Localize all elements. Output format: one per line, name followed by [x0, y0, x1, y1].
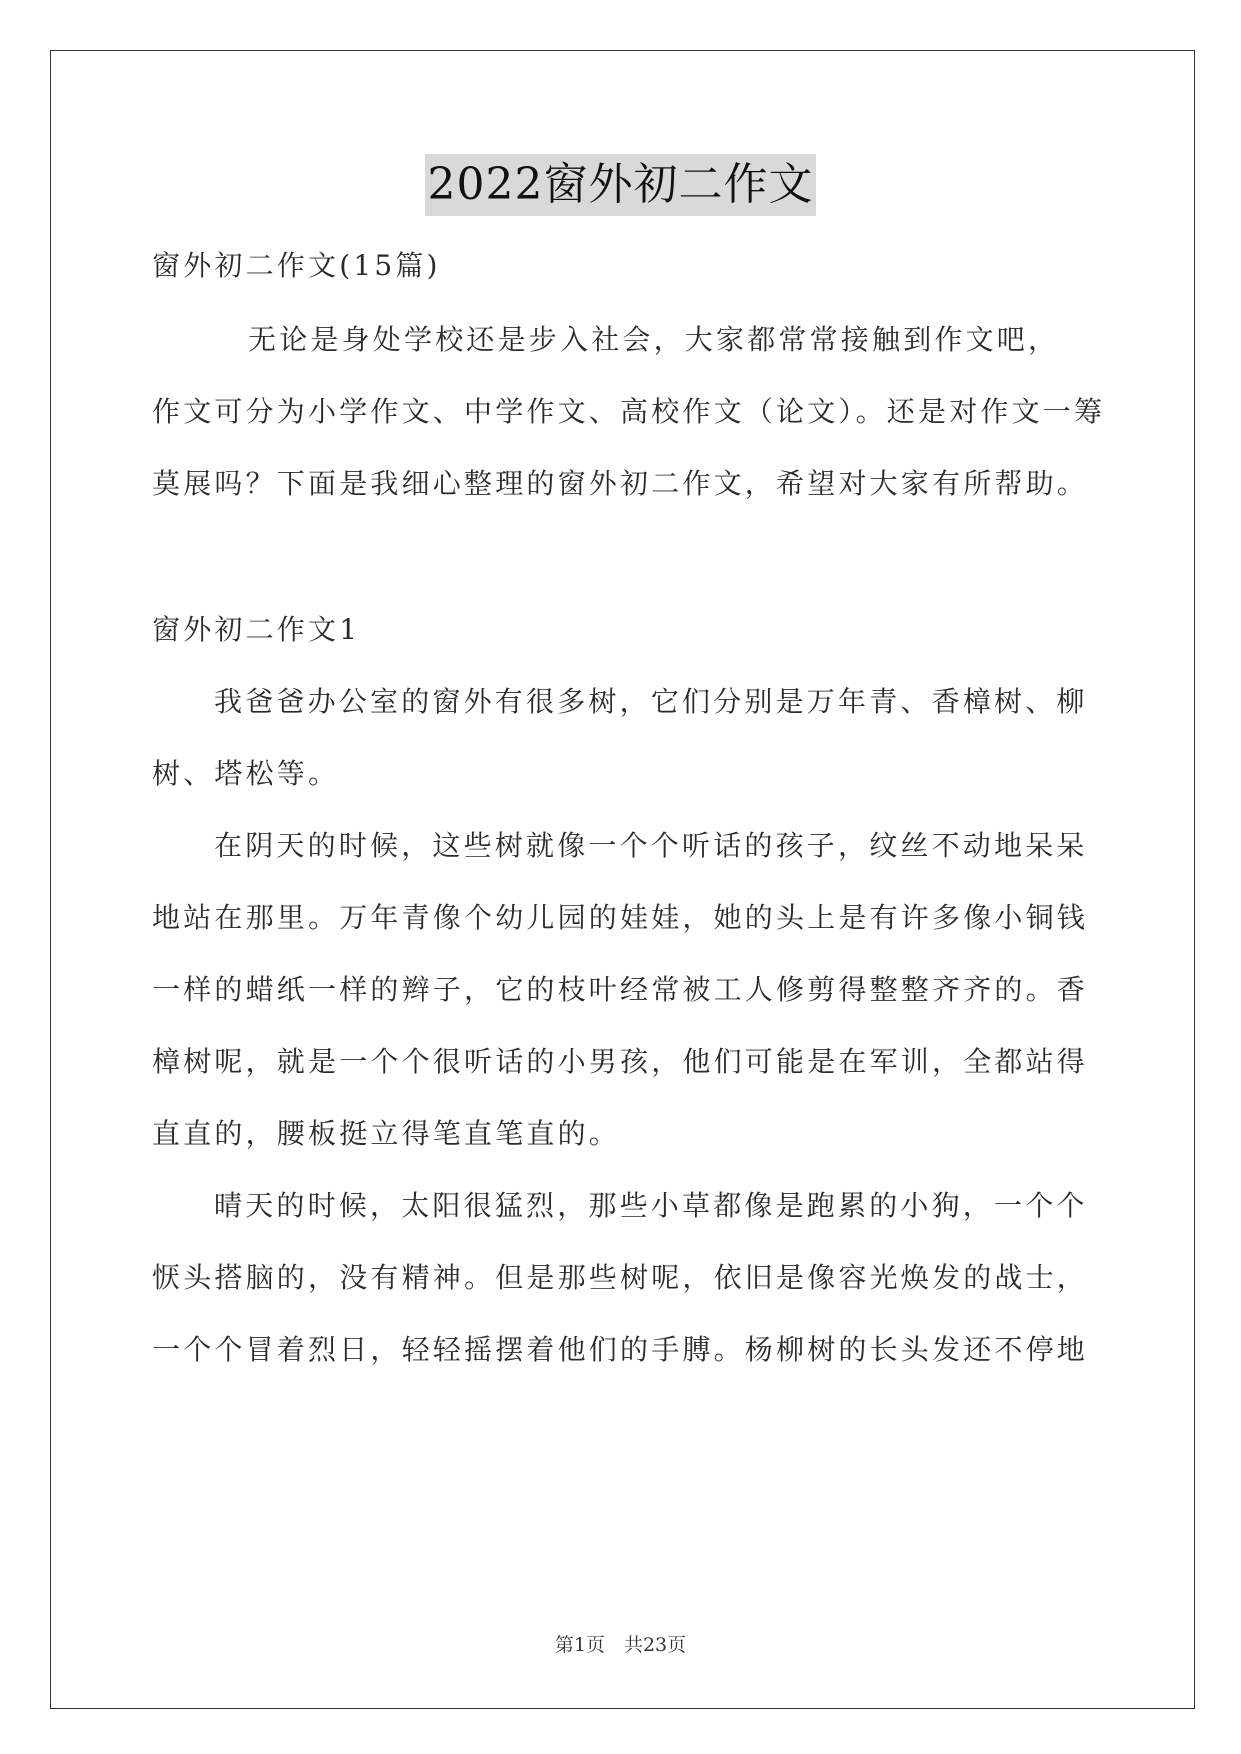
- body-line-9: 恹头搭脑的，没有精神。但是那些树呢，依旧是像容光焕发的战士，: [152, 1261, 1089, 1294]
- intro-line-1: 无论是身处学校还是步入社会，大家都常常接触到作文吧，: [248, 323, 1060, 356]
- intro-line-2: 作文可分为小学作文、中学作文、高校作文（论文）。还是对作文一筹: [152, 395, 1106, 428]
- page-footer: 第1页 共23页: [554, 1634, 687, 1656]
- document-title: 2022窗外初二作文: [425, 154, 817, 216]
- body-line-2: 树、塔松等。: [152, 757, 340, 790]
- body-line-4: 地站在那里。万年青像个幼儿园的娃娃，她的头上是有许多像小铜钱: [152, 901, 1089, 934]
- body-line-8: 晴天的时候，太阳很猛烈，那些小草都像是跑累的小狗，一个个: [214, 1189, 1088, 1222]
- body-line-3: 在阴天的时候，这些树就像一个个听话的孩子，纹丝不动地呆呆: [214, 829, 1088, 862]
- body-line-5: 一样的蜡纸一样的辫子，它的枝叶经常被工人修剪得整整齐齐的。香: [152, 973, 1089, 1006]
- title-container: [0, 154, 1241, 216]
- section-heading: 窗外初二作文1: [152, 613, 361, 646]
- body-line-1: 我爸爸办公室的窗外有很多树，它们分别是万年青、香樟树、柳: [214, 685, 1088, 718]
- intro-line-3: 莫展吗？下面是我细心整理的窗外初二作文，希望对大家有所帮助。: [152, 467, 1089, 500]
- page-border: [50, 50, 1195, 1709]
- body-line-7: 直直的，腰板挺立得笔直笔直的。: [152, 1117, 621, 1150]
- body-line-6: 樟树呢，就是一个个很听话的小男孩，他们可能是在军训，全都站得: [152, 1045, 1089, 1078]
- subtitle: 窗外初二作文(15篇): [152, 249, 441, 282]
- body-line-10: 一个个冒着烈日，轻轻摇摆着他们的手膊。杨柳树的长头发还不停地: [152, 1333, 1089, 1366]
